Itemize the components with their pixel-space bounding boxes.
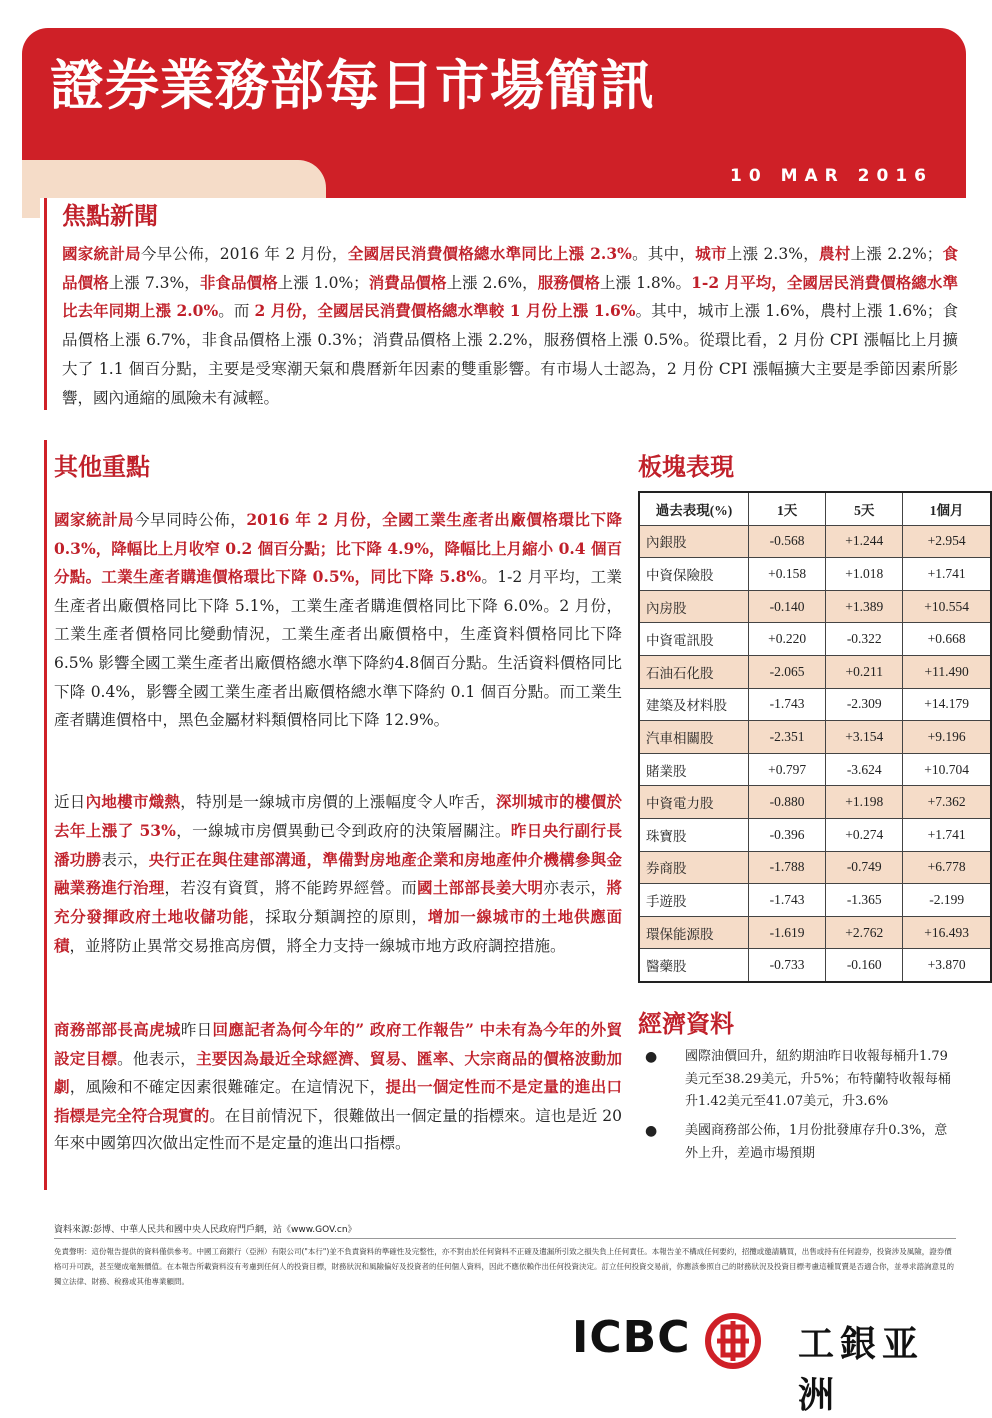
one-month-cell: +3.870 xyxy=(903,949,991,982)
body-text: 昨日 xyxy=(180,1021,213,1039)
list-item xyxy=(645,1046,957,1114)
footer-divider xyxy=(54,1238,956,1239)
five-day-cell: +2.762 xyxy=(826,916,903,949)
one-day-cell: -0.733 xyxy=(749,949,826,982)
body-text: 今早公佈，2016 年 2 月份， xyxy=(140,245,348,263)
table-row xyxy=(639,753,991,786)
body-text: ，一線城市房價異動已令到政府的決策層關注。 xyxy=(175,821,511,840)
highlight-text: 商務部部長高虎城 xyxy=(54,1020,181,1039)
sector-name-cell: 環保能源股 xyxy=(639,916,749,949)
highlight-text: 1-2 月平均，全國居民消費價格總水準比去年同期上漲 2.0% xyxy=(62,272,958,321)
focus-heading: 焦點新聞 xyxy=(62,202,158,230)
table-row xyxy=(639,655,991,688)
highlight-text: 主要因為最近全球經濟、貿易、匯率、大宗商品的價格波動加劇 xyxy=(54,1048,622,1096)
one-month-cell: +1.741 xyxy=(903,558,991,591)
body-text: 近日 xyxy=(54,793,86,811)
one-month-cell: -2.199 xyxy=(903,884,991,917)
one-day-cell: -0.396 xyxy=(749,818,826,851)
one-day-cell: -0.880 xyxy=(749,786,826,819)
highlight-text: 央行正在與住建部溝通，準備對房地產企業和房地產仲介機構參與金融業務進行治理 xyxy=(54,849,622,898)
one-day-cell: -2.351 xyxy=(749,721,826,754)
one-day-cell: -0.140 xyxy=(749,590,826,623)
body-text: 上漲 2.6%， xyxy=(446,273,538,292)
one-day-cell: -0.568 xyxy=(749,525,826,558)
highlight-text: 內地樓市熾熱 xyxy=(85,792,181,811)
body-text: 上漲 1.0%； xyxy=(277,273,369,292)
highlight-text: 昨日央行副行長潘功勝 xyxy=(54,820,622,869)
sector-name-cell: 石油石化股 xyxy=(639,655,749,688)
sector-name-cell: 汽車相關股 xyxy=(639,721,749,754)
five-day-cell: +3.154 xyxy=(826,721,903,754)
economic-heading: 經濟資料 xyxy=(638,1010,734,1038)
five-day-cell: -0.322 xyxy=(826,623,903,656)
one-month-cell: +0.668 xyxy=(903,623,991,656)
body-text: 上漲 2.2%； xyxy=(850,245,943,263)
list-item xyxy=(645,1120,957,1165)
focus-rule xyxy=(44,198,47,410)
five-day-cell: +0.211 xyxy=(826,655,903,688)
highlight-text: 提出一個定性而不是定量的進出口指標是完全符合現實的 xyxy=(54,1077,622,1125)
body-text: 亦表示， xyxy=(543,879,607,898)
sector-name-cell: 中資電力股 xyxy=(639,786,749,819)
one-day-cell: +0.158 xyxy=(749,558,826,591)
body-text: 。在目前情況下，很難做出一個定量的指標來。這也是近 20 年來中國第四次做出定性而不是定量的進出口指標。 xyxy=(54,1106,622,1152)
table-row xyxy=(639,916,991,949)
economic-item-text: 美國商務部公佈，1月份批發庫存升0.3%，意外上升，差過市場預期 xyxy=(685,1123,948,1161)
table-row xyxy=(639,525,991,558)
five-day-cell: -0.749 xyxy=(826,851,903,884)
five-day-cell: +1.018 xyxy=(826,558,903,591)
one-month-cell: +9.196 xyxy=(903,721,991,754)
one-month-cell: +1.741 xyxy=(903,818,991,851)
other-paragraph-2 xyxy=(54,788,622,961)
other-paragraph-1 xyxy=(54,506,622,735)
body-text: ，風險和不確定因素很難確定。在這情況下， xyxy=(69,1078,386,1096)
source-note: 資料來源:彭博、中華人民共和國中央人民政府門戶網，站《www.GOV.cn》 xyxy=(54,1225,357,1235)
column-header: 過去表現(%) xyxy=(639,492,749,525)
bullet-icon: ● xyxy=(645,1123,658,1140)
sector-performance-table xyxy=(638,491,992,983)
body-text: ，並將防止異常交易推高房價，將全力支持一線城市地方政府調控措施。 xyxy=(69,936,566,955)
one-month-cell: +11.490 xyxy=(903,655,991,688)
table-row xyxy=(639,786,991,819)
column-header: 5天 xyxy=(826,492,903,525)
highlight-text: 深圳城市的樓價於去年上漲了 53% xyxy=(54,792,622,840)
highlight-text: 國家統計局 xyxy=(62,244,141,263)
one-day-cell: -1.619 xyxy=(749,916,826,949)
focus-paragraph xyxy=(62,240,958,412)
body-text: 上漲 2.3%， xyxy=(726,245,819,263)
highlight-text: 2016 年 2 月份，全國工業生產者出廠價格環比下降 0.3%，降幅比上月收窄 0.2 個百分點；比下降 4.9%，降幅比上月縮小 0.4 個百分點。工業生產者購進價格環比下降 0.5%，同比下降 5.8% xyxy=(54,510,622,587)
one-month-cell: +14.179 xyxy=(903,688,991,721)
economic-item-text: 國際油價回升，紐約期油昨日收報每桶升1.79美元至38.29美元，升5%；布特蘭特收報每桶升1.42美元至41.07美元，升3.6% xyxy=(685,1049,951,1110)
body-text: 。他表示， xyxy=(117,1049,197,1068)
logo-wordmark: ICBC xyxy=(572,1312,691,1363)
table-row xyxy=(639,623,991,656)
table-row xyxy=(639,558,991,591)
one-day-cell: -1.788 xyxy=(749,851,826,884)
other-rule xyxy=(44,440,47,1190)
sector-name-cell: 中資電訊股 xyxy=(639,623,749,656)
five-day-cell: -0.160 xyxy=(826,949,903,982)
table-row xyxy=(639,851,991,884)
body-text: ，特別是一線城市房價的上漲幅度令人咋舌， xyxy=(180,793,496,811)
one-day-cell: -2.065 xyxy=(749,655,826,688)
content-panel xyxy=(40,198,966,228)
sector-name-cell: 內房股 xyxy=(639,590,749,623)
other-heading: 其他重點 xyxy=(54,453,150,481)
highlight-text: 增加一線城市的土地供應面積 xyxy=(54,907,622,955)
logo-chinese: 工銀亚洲 xyxy=(798,1324,925,1416)
table-row xyxy=(639,884,991,917)
body-text: 。其中， xyxy=(631,245,696,263)
table-row xyxy=(639,721,991,754)
body-text: 上漲 1.8%。 xyxy=(599,273,692,292)
sector-name-cell: 內銀股 xyxy=(639,525,749,558)
icbc-emblem-icon xyxy=(704,1312,762,1370)
icbc-logo xyxy=(572,1310,964,1416)
five-day-cell: -3.624 xyxy=(826,753,903,786)
report-title: 證券業務部每日市場簡訊 xyxy=(50,54,655,117)
body-text: ，若沒有資質，將不能跨界經營。而 xyxy=(164,879,418,898)
five-day-cell: -2.309 xyxy=(826,688,903,721)
body-text: 上漲 7.3%， xyxy=(108,273,200,292)
highlight-text: 食品價格 xyxy=(62,244,958,292)
one-month-cell: +10.554 xyxy=(903,590,991,623)
table-body xyxy=(639,525,991,982)
one-month-cell: +7.362 xyxy=(903,786,991,819)
highlight-text: 國家統計局 xyxy=(54,510,135,529)
table-row xyxy=(639,818,991,851)
highlight-text: 消費品價格 xyxy=(368,272,447,292)
economic-list xyxy=(645,1046,957,1172)
five-day-cell: +1.244 xyxy=(826,525,903,558)
body-text: ，採取分類調控的原則， xyxy=(248,908,428,927)
sector-heading: 板塊表現 xyxy=(638,453,734,481)
highlight-text: 2 月份，全國居民消費價格總水準較 1 月份上漲 1.6% xyxy=(254,301,636,321)
sector-name-cell: 賭業股 xyxy=(639,753,749,786)
other-paragraph-3 xyxy=(54,1016,622,1158)
sector-name-cell: 珠寶股 xyxy=(639,818,749,851)
one-month-cell: +6.778 xyxy=(903,851,991,884)
highlight-text: 非食品價格 xyxy=(199,272,278,292)
highlight-text: 服務價格 xyxy=(537,272,600,292)
body-text: 。其中，城市上漲 1.6%，農村上漲 1.6%；食品價格上漲 6.7%，非食品價格上漲 0.3%；消費品價格上漲 2.2%，服務價格上漲 0.5%。從環比看，2 月份 CPI 漲幅比上月擴大了 1.1 個百分點，主要是受寒潮天氣和農曆新年因素的雙重影響。有市場人士認為，2 月份 CPI 漲幅擴大主要是季節因素所影響，國內通縮的風險未有減輕。 xyxy=(62,302,958,407)
one-day-cell: +0.797 xyxy=(749,753,826,786)
five-day-cell: +0.274 xyxy=(826,818,903,851)
sector-name-cell: 券商股 xyxy=(639,851,749,884)
report-date: 10 MAR 2016 xyxy=(730,166,933,186)
bullet-icon: ● xyxy=(645,1049,658,1065)
highlight-text: 城市 xyxy=(695,244,727,263)
five-day-cell: -1.365 xyxy=(826,884,903,917)
column-header: 1天 xyxy=(749,492,826,525)
one-day-cell: -1.743 xyxy=(749,884,826,917)
disclaimer: 免責聲明：這份報告提供的資料僅供參考。中國工商銀行（亞洲）有限公司("本行")並不負責資料的準確性及完整性，亦不對由於任何資料不正確及遺漏所引致之損失負上任何責任。本報告並不構成任何要約，招攬或邀請購買，出售或持有任何證券，投資涉及風險，證券價格可升可跌，甚至變成毫無價值。在本報告所載資料沒有考慮到任何人的投資目標，財務狀況和風險偏好及投資者的任何個人資料，因此不應依賴作出任何投資決定。訂立任何投資交易前，你應該參照自己的財務狀況及投資目標考慮這種買賣是否適合你，並尋求諮詢意見的獨立法律、財務、稅務或其他專業顧問。 xyxy=(54,1247,954,1286)
table-header-row xyxy=(639,492,991,525)
one-day-cell: +0.220 xyxy=(749,623,826,656)
one-day-cell: -1.743 xyxy=(749,688,826,721)
body-text: 。而 xyxy=(218,302,255,321)
sector-name-cell: 手遊股 xyxy=(639,884,749,917)
table-row xyxy=(639,688,991,721)
highlight-text: 國土部部長姜大明 xyxy=(417,878,544,898)
table-row xyxy=(639,949,991,982)
highlight-text: 農村 xyxy=(819,244,851,263)
five-day-cell: +1.389 xyxy=(826,590,903,623)
one-month-cell: +2.954 xyxy=(903,525,991,558)
body-text: 。1-2 月平均，工業生產者出廠價格同比下降 5.1%，工業生產者購進價格同比下降 6.0%。2 月份，工業生產者價格同比變動情況，工業生產者出廠價格中，生產資料價格同比下降6.5% 影響全國工業生產者出廠價格總水準下降約4.8個百分點。生活資料價格同比下降 0.4%，影響全國工業生產者出廠價格總水準下降約 0.1 個百分點。而工業生產者購進價格中，黑色金屬材料類價格同比下降 12.9%。 xyxy=(54,568,622,730)
body-text: 今早同時公佈， xyxy=(134,511,247,529)
one-month-cell: +16.493 xyxy=(903,916,991,949)
highlight-text: 全國居民消費價格總水準同比上漲 2.3% xyxy=(347,244,632,263)
table-row xyxy=(639,590,991,623)
sector-name-cell: 中資保險股 xyxy=(639,558,749,591)
highlight-text: 將充分發揮政府土地收儲功能 xyxy=(54,878,622,927)
one-month-cell: +10.704 xyxy=(903,753,991,786)
column-header: 1個月 xyxy=(903,492,991,525)
highlight-text: 回應記者為何今年的” 政府工作報告” 中未有為今年的外貿設定目標 xyxy=(54,1020,622,1068)
body-text: 表示， xyxy=(101,850,149,869)
sector-name-cell: 醫藥股 xyxy=(639,949,749,982)
sector-name-cell: 建築及材料股 xyxy=(639,688,749,721)
five-day-cell: +1.198 xyxy=(826,786,903,819)
